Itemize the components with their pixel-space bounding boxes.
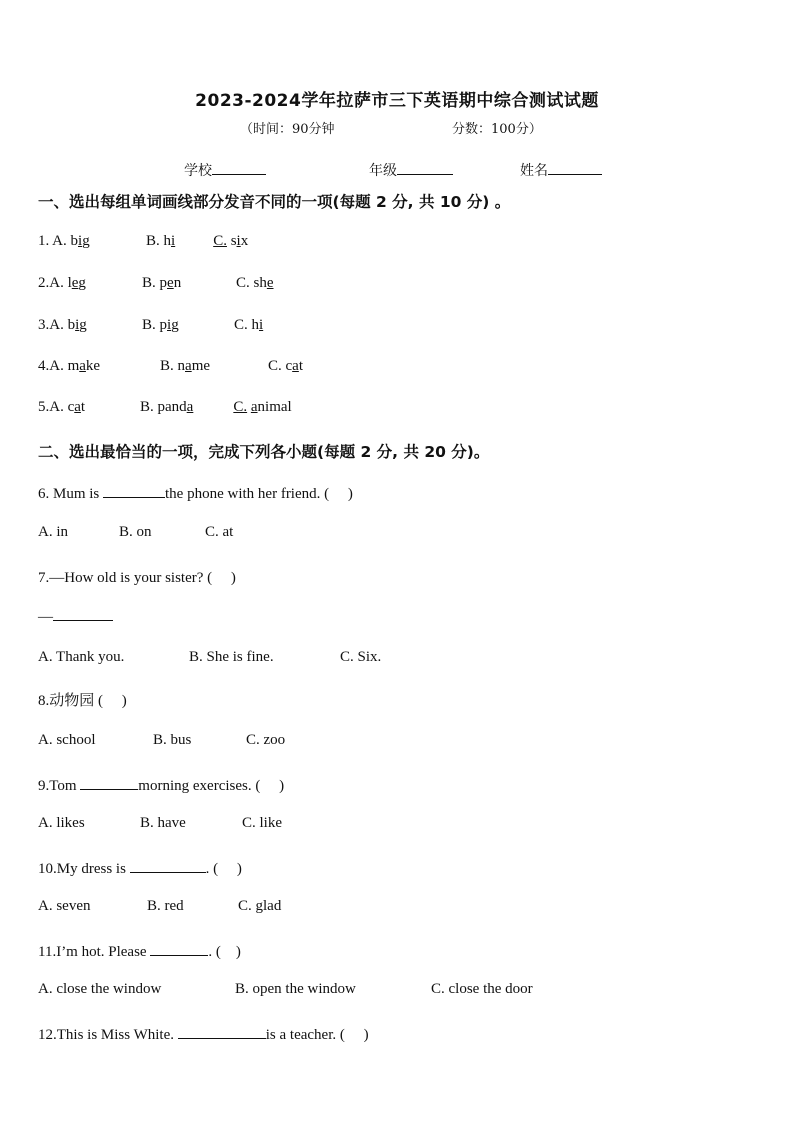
grade-label: 年级 [369,163,397,179]
q10-stem-pre: 10.My dress is [38,861,130,877]
q1-option-a [38,233,90,250]
q4-c-rest: t [298,358,304,374]
section2-heading: 二、选出最恰当的一项，完成下列各小题(每题 2 分, 共 20 分)。 [38,443,490,461]
q2-c-underlined: e [266,275,274,291]
q7-option-c[interactable]: C. Six. [340,649,382,665]
q10-blank[interactable] [130,858,206,873]
q11-option-c[interactable]: C. close the door [431,981,533,997]
q1-b-underlined [171,233,227,249]
q10-option-c[interactable]: C. glad [238,898,282,914]
q3-b-underlined: i [167,317,172,333]
q3-a-rest: g [79,317,87,333]
q3-b-text: B. p [142,317,168,333]
q1-c-underlined: i [236,233,241,249]
q5-c-underlined: a [250,399,258,415]
q3-c-underlined: i [259,317,264,333]
q4-c-text: C. c [268,358,293,374]
q3-b-rest: g [171,317,179,333]
section1-heading: 一、选出每组单词画线部分发音不同的一项(每题 2 分, 共 10 分) 。 [38,193,511,211]
q4-c-underlined: a [292,358,299,374]
q5-c-rest: nimal [257,399,292,415]
q5-b-underlined [187,399,247,415]
q4-option-c [268,358,303,375]
time-info: （时间：90分钟 [240,122,335,137]
q1-option-b [146,233,248,250]
q2-option-a [38,275,86,292]
q5-b-text: B. pand [140,399,187,415]
q6-stem-pre: 6. Mum is [38,486,104,502]
q10-option-b[interactable]: B. red [147,898,184,914]
q7-blank[interactable] [53,606,113,621]
q3-a-underlined: i [75,317,80,333]
question-11 [38,940,241,961]
q2-option-c [236,275,274,292]
q2-b-text: B. p [142,275,168,291]
q9-option-a[interactable]: A. likes [38,815,85,831]
question-9 [38,774,284,795]
q12-blank[interactable] [178,1024,266,1039]
grade-blank[interactable] [397,160,453,175]
q4-b-text: B. n [160,358,186,374]
q6-stem-post: the phone with her friend. ( ) [165,486,353,502]
q8-option-a[interactable]: A. school [38,732,96,748]
q3-a-text: 3.A. b [38,317,76,333]
q11-option-a[interactable]: A. close the window [38,981,162,997]
q10-option-a[interactable]: A. seven [38,898,91,914]
q1-b-underlined-letter: i [171,233,176,249]
q6-blank[interactable] [103,483,165,498]
q1-c-rest: x [240,233,249,249]
q5-a-underlined: a [74,399,81,415]
name-label: 姓名 [520,163,548,179]
question-8: 8.动物园 ( ) [38,693,127,709]
q9-blank[interactable] [80,775,138,790]
q8-option-b[interactable]: B. bus [153,732,192,748]
q9-option-b[interactable]: B. have [140,815,186,831]
q12-stem-pre: 12.This is Miss White. [38,1027,178,1043]
q11-stem-post: . ( ) [208,944,241,960]
q11-blank[interactable] [150,941,208,956]
q1-b-text: B. h [146,233,172,249]
q2-b-rest: n [173,275,182,291]
q12-stem-post: is a teacher. ( ) [265,1027,369,1043]
exam-title: 2023-2024学年拉萨市三下英语期中综合测试试题 [195,91,599,111]
question-12 [38,1023,369,1044]
q4-a-underlined: a [79,358,86,374]
q2-a-underlined: e [71,275,79,291]
q2-option-b [142,275,181,292]
q4-b-underlined: a [185,358,192,374]
q1-a-rest: g [82,233,90,249]
q4-option-a [38,358,100,375]
q5-option-a [38,399,85,416]
q4-a-rest: ke [85,358,101,374]
q6-option-b[interactable]: B. on [119,524,152,540]
q8-option-c[interactable]: C. zoo [246,732,286,748]
q5-option-b [140,399,292,416]
question-10 [38,857,242,878]
q4-a-text: 4.A. m [38,358,80,374]
q2-a-text: 2.A. l [38,275,72,291]
q3-option-b [142,317,179,334]
grade-field [369,160,453,180]
q1-c-text: s [230,233,237,249]
q11-stem-pre: 11.I’m hot. Please [38,944,151,960]
q4-option-b [160,358,210,375]
q7-answer-line [38,606,113,626]
score-info: 分数：100分） [452,122,542,137]
q5-c-label: C. [233,399,248,415]
q4-b-rest: me [191,358,211,374]
q7-option-a[interactable]: A. Thank you. [38,649,125,665]
q3-c-text: C. h [234,317,260,333]
q3-option-a [38,317,87,334]
name-field [520,160,602,180]
q10-stem-post: . ( ) [205,861,242,877]
q5-a-rest: t [80,399,86,415]
q11-option-b[interactable]: B. open the window [235,981,356,997]
name-blank[interactable] [548,160,602,175]
q9-stem-pre: 9.Tom [38,778,81,794]
q9-option-c[interactable]: C. like [242,815,282,831]
q5-b-underlined-letter: a [186,399,194,415]
q2-b-underlined: e [167,275,174,291]
q1-a-text: 1. A. b [38,233,79,249]
q6-option-c[interactable]: C. at [205,524,234,540]
q1-a-underlined: i [78,233,83,249]
q7-option-b[interactable]: B. She is fine. [189,649,274,665]
q7-dash: — [38,609,53,625]
q2-c-text: C. sh [236,275,267,291]
q1-c-label: C. [213,233,227,249]
q6-option-a[interactable]: A. in [38,524,68,540]
question-6 [38,482,353,503]
q3-option-c [234,317,263,334]
school-blank[interactable] [212,160,266,175]
school-label: 学校 [184,163,212,179]
q9-stem-post: morning exercises. ( ) [138,778,285,794]
question-7: 7.—How old is your sister? ( ) [38,570,236,586]
school-field [184,160,266,180]
q2-a-rest: g [78,275,86,291]
q5-a-text: 5.A. c [38,399,75,415]
